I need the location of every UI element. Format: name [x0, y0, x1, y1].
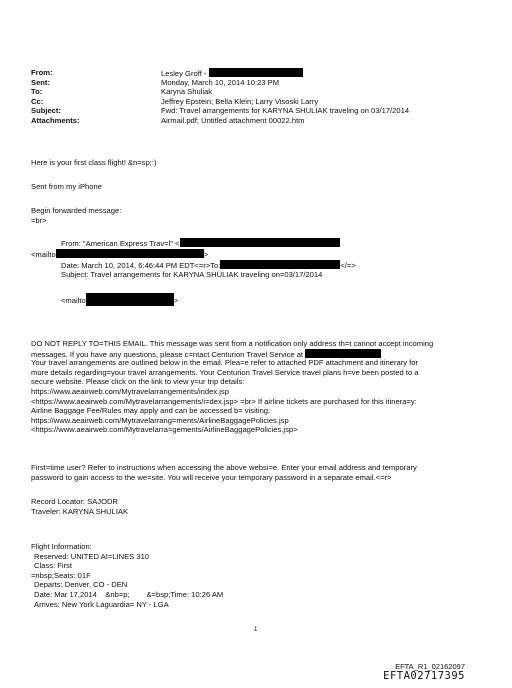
footer-id-1: EFTA_R1_02162097 — [395, 662, 465, 671]
body-line: Your travel arrangements are outlined below in the email. Plea=e refer to attached PDF attachment and itinerary for — [31, 358, 419, 368]
mailto-end: > — [203, 250, 209, 259]
intro-line-1: Here is your first class flight! &n=sp;:) — [31, 158, 157, 167]
from-name: Lesley Groff - — [161, 69, 207, 78]
flight-seats: =nbsp;Seats: 01F — [31, 570, 91, 580]
redaction-bar — [56, 249, 204, 258]
body-line: password to gain access to the we=site. You will receive your temporary password in a separate email.<=r> — [31, 472, 392, 482]
flight-class: Class: First — [34, 561, 72, 571]
body-line-text: messages. If you have any questions, please c=ntact Centurion Travel Service at — [31, 349, 304, 359]
flight-arrives: Arrives: New York Laguardia= NY - LGA — [34, 599, 169, 609]
cc-value: Jeffrey Epstein; Bella Klein; Larry Visoski Larry — [161, 96, 319, 106]
forward-date-end: </=> — [340, 261, 356, 270]
intro-line-3: Begin forwarded message: — [31, 206, 122, 215]
body-line: First=time user? Refer to instructions when accessing the above websi=e. Enter your email address and temporary — [31, 463, 417, 472]
body-line: Airline Baggage Fee/Rules may apply and can be accessed b= visiting: — [31, 406, 271, 416]
body-link[interactable]: <https://www.aeairweb.com/Mytravelarra=gements/AirlineBaggagePolicies.jsp> — [31, 425, 298, 435]
intro-line-4: =br> — [31, 216, 47, 225]
forward-date — [61, 260, 356, 271]
body-link[interactable]: https://www.aeairweb.com/Mytravelarrangements/index.jsp — [31, 386, 229, 396]
mailto-text: <mailto — [61, 296, 86, 305]
mailto-text: <mailto — [31, 250, 56, 259]
flight-departs: Departs: Denver, CO - DEN — [34, 580, 128, 590]
sent-value: Monday, March 10, 2014 10:23 PM — [161, 77, 280, 87]
cc-label: Cc: — [31, 96, 44, 106]
redaction-bar — [220, 260, 340, 269]
flight-reserved: Reserved: UNITED AI=LINES 310 — [34, 551, 150, 561]
attachments-label: Attachments: — [31, 115, 80, 125]
forward-from — [61, 238, 340, 249]
to-label: To: — [31, 87, 43, 97]
body-paragraph-1 — [31, 339, 433, 435]
forward-from-text: From: "American Express Trav=l" < — [61, 239, 180, 248]
body-line: <https://www.aeairweb.com/Mytravelarrangements/i=dex.jsp> =br> If airline tickets are purchased for this itinera=y: — [31, 396, 417, 406]
page-number: 1 — [254, 627, 258, 633]
subject-label: Subject: — [31, 106, 61, 116]
forward-mailto-2 — [61, 293, 178, 306]
attachments-value: Airmail.pdf; Untitled attachment 00022.htm — [161, 115, 305, 125]
mailto-end: > — [173, 296, 179, 305]
body-line: more details regarding=your travel arrangements. Your Centurion Travel Service travel plans h=ve been posted to a — [31, 367, 419, 377]
flight-title: Flight Information: — [31, 542, 92, 551]
traveler: Traveler: KARYNA SHULIAK — [31, 507, 129, 516]
body-line: DO NOT REPLY TO=THIS EMAIL. This message was sent from a notification only address th=t cannot accept incoming — [31, 339, 434, 348]
body-line — [31, 349, 433, 359]
body-link[interactable]: https://www.aeairweb.com/Mytravelarrang=ments/AirlineBaggagePolicies.jsp — [31, 415, 289, 425]
intro-line-2: Sent from my iPhone — [31, 182, 102, 191]
to-value: Karyna Shuliak — [161, 87, 213, 97]
body-paragraph-2 — [31, 463, 417, 482]
body-line: secure website. Please click on the link to view y=ur trip details: — [31, 377, 245, 387]
record-locator: Record Locator: SAJODR — [31, 497, 118, 506]
flight-date: Date: Mar 17,2014 &nb=p; &=bsp;Time: 10:26 AM — [34, 589, 224, 599]
footer-id-2: EFTA02717395 — [383, 670, 465, 682]
forward-date-text: Date: March 10, 2014, 6:46:44 PM EDT<=r>To: — [61, 261, 221, 270]
forward-subject: Subject: Travel arrangements for KARYNA SHULIAK traveling on=03/17/2014 — [61, 270, 323, 279]
redaction-bar — [180, 238, 340, 247]
forward-mailto-1 — [31, 249, 208, 260]
redaction-bar — [209, 68, 303, 77]
flight-information — [31, 542, 223, 609]
subject-value: Fwd: Travel arrangements for KARYNA SHULIAK traveling on 03/17/2014 — [161, 106, 410, 116]
redaction-bar — [305, 349, 381, 358]
redaction-bar — [86, 293, 174, 306]
sent-label: Sent: — [31, 77, 50, 87]
from-label: From: — [31, 68, 53, 77]
